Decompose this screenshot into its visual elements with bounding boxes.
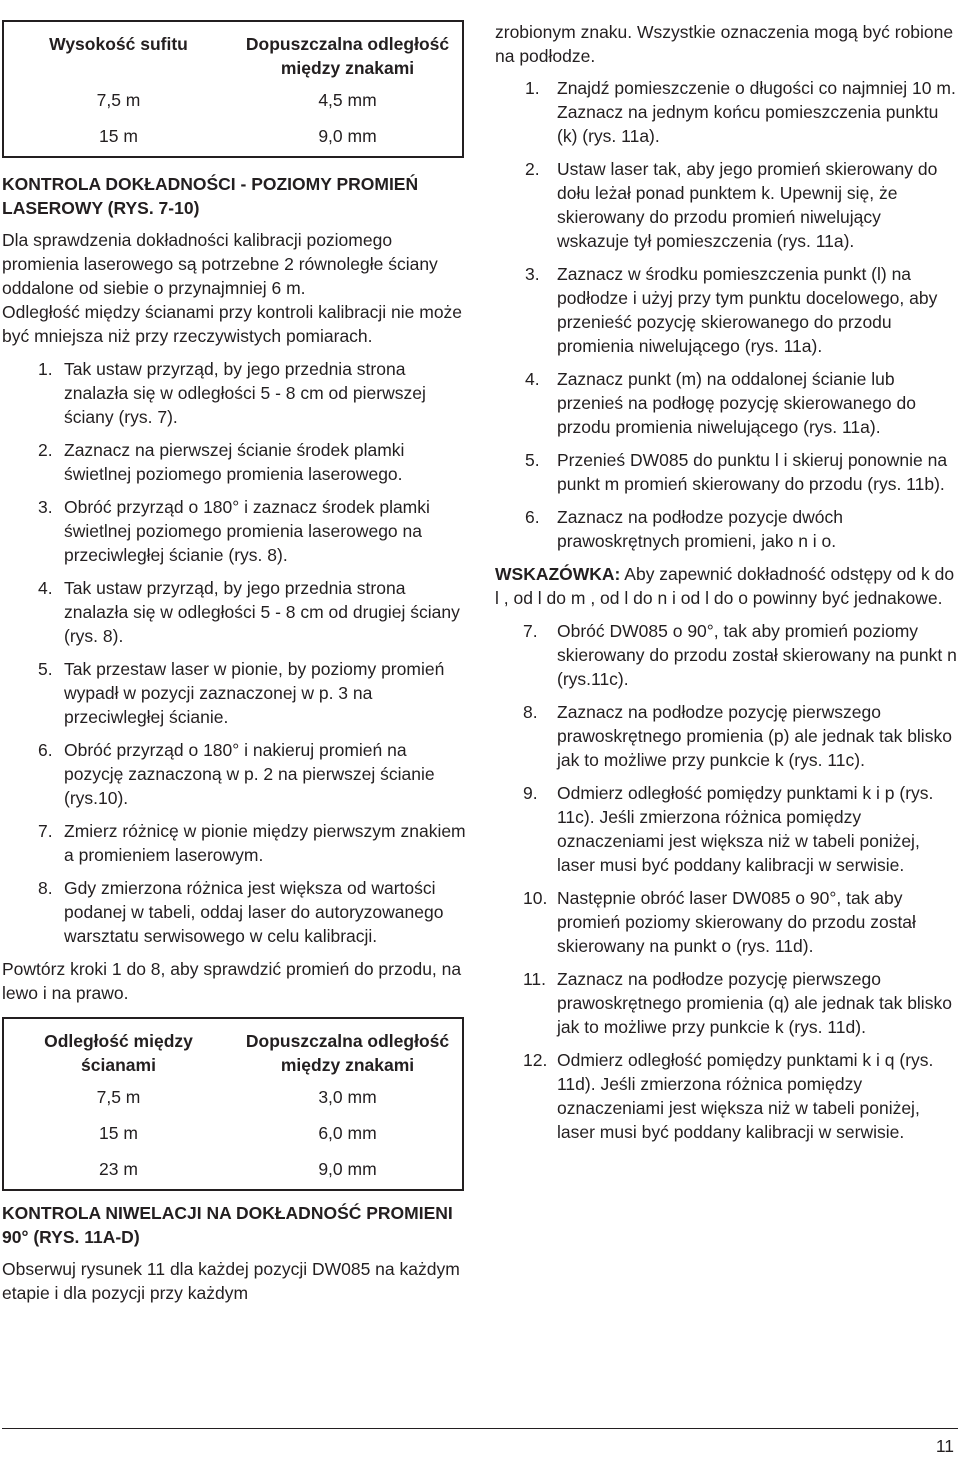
- step-text: Gdy zmierzona różnica jest większa od wartości podanej w tabeli, oddaj laser do autoryzowanego warsztatu serwisowego w celu kalibracji.: [64, 878, 444, 946]
- step-number: 11.: [523, 969, 547, 989]
- list-item: [2, 495, 468, 567]
- list-item: [495, 505, 957, 553]
- table-cell: 15 m: [99, 126, 138, 146]
- list-item: [495, 886, 957, 958]
- table-cell: 7,5 m: [96, 90, 141, 110]
- step-number: 10.: [523, 888, 548, 908]
- section-heading: KONTROLA DOKŁADNOŚCI - POZIOMY PROMIEŃ LASEROWY (RYS. 7-10): [2, 174, 419, 218]
- right-column: [495, 20, 957, 1153]
- step-text: Tak ustaw przyrząd, by jego przednia strona znalazła się w odległości 5 - 8 cm od drugiej ściany (rys. 8).: [64, 578, 460, 646]
- step-number: 5.: [525, 450, 540, 470]
- step-text: Obróć DW085 o 90°, tak aby promień poziomy skierowany do przodu został skierowany na punkt n (rys.11c).: [557, 621, 957, 689]
- step-number: 9.: [523, 783, 538, 803]
- table-cell: 9,0 mm: [318, 126, 377, 146]
- table-header-row: [3, 1018, 463, 1079]
- paragraph: Obserwuj rysunek 11 dla każdej pozycji DW085 na każdym etapie i dla pozycji przy każdym: [2, 1259, 460, 1303]
- step-number: 1.: [38, 359, 53, 379]
- list-item: [495, 1048, 957, 1144]
- step-text: Odmierz odległość pomiędzy punktami k i q (rys. 11d). Jeśli zmierzona różnica pomiędzy oznaczeniami jest większa niż w tabeli poniżej, laser musi być poddany kalibracji w serwisie.: [557, 1050, 934, 1142]
- table-header: Dopuszczalna odległość między znakami: [245, 1031, 450, 1075]
- step-text: Zaznacz punkt (m) na oddalonej ścianie lub przenieś na podłogę pozycję skierowanego do przodu promienia niwelującego (rys. 11a).: [557, 369, 916, 437]
- step-number: 7.: [38, 821, 53, 841]
- note-paragraph: [495, 562, 957, 610]
- table-row: [3, 1151, 463, 1190]
- step-number: 8.: [523, 702, 538, 722]
- step-number: 4.: [525, 369, 540, 389]
- footer-divider: [2, 1428, 958, 1429]
- table-header-row: [3, 21, 463, 82]
- table-row: [3, 1079, 463, 1115]
- list-item: [2, 657, 468, 729]
- niwelacja-steps-b: [495, 619, 957, 1144]
- page-number: 11: [935, 1436, 954, 1456]
- list-item: [495, 700, 957, 772]
- step-text: Zaznacz na podłodze pozycję pierwszego prawoskrętnego promienia (p) ale jednak tak blisko jak to możliwe przy punkcie k (rys. 11c).: [557, 702, 952, 770]
- step-text: Zaznacz na pierwszej ścianie środek plamki świetlnej poziomego promienia laserowego.: [64, 440, 405, 484]
- table-cell: 23 m: [99, 1159, 138, 1179]
- step-number: 2.: [38, 440, 53, 460]
- step-number: 5.: [38, 659, 53, 679]
- list-item: [495, 967, 957, 1039]
- step-number: 7.: [523, 621, 538, 641]
- step-text: Odmierz odległość pomiędzy punktami k i p (rys. 11c). Jeśli zmierzona różnica pomiędzy oznaczeniami jest większa niż w tabeli poniżej, laser musi być poddany kalibracji w serwisie.: [557, 783, 934, 875]
- list-item: [2, 819, 468, 867]
- step-number: 4.: [38, 578, 53, 598]
- note-label: WSKAZÓWKA:: [495, 564, 621, 584]
- list-item: [2, 438, 468, 486]
- paragraph: Odległość między ścianami przy kontroli kalibracji nie może być mniejsza niż przy rzeczywistych pomiarach.: [2, 302, 463, 346]
- paragraph: Powtórz kroki 1 do 8, aby sprawdzić promień do przodu, na lewo i na prawo.: [2, 959, 462, 1003]
- step-number: 3.: [525, 264, 540, 284]
- list-item: [495, 781, 957, 877]
- step-text: Zaznacz na podłodze pozycje dwóch prawoskrętnych promieni, jako n i o.: [557, 507, 844, 551]
- table-row: [3, 1115, 463, 1151]
- step-text: Następnie obróć laser DW085 o 90°, tak aby promień poziomy skierowany do przodu został skierowany na punkt o (rys. 11d).: [557, 888, 916, 956]
- step-text: Tak przestaw laser w pionie, by poziomy promień wypadł w pozycji zaznaczonej w p. 3 na przeciwległej ścianie.: [64, 659, 445, 727]
- ceiling-height-table: [2, 20, 464, 158]
- paragraph: zrobionym znaku. Wszystkie oznaczenia mogą być robione na podłodze.: [495, 22, 954, 66]
- step-text: Zaznacz na podłodze pozycję pierwszego prawoskrętnego promienia (q) ale jednak tak blisko jak to możliwe przy punkcie k (rys. 11d).: [557, 969, 952, 1037]
- step-text: Obróć przyrząd o 180° i zaznacz środek plamki świetlnej poziomego promienia laserowego na przeciwległej ścianie (rys. 8).: [64, 497, 430, 565]
- table-cell: 4,5 mm: [318, 90, 377, 110]
- wall-distance-table: [2, 1017, 464, 1191]
- step-text: Ustaw laser tak, aby jego promień skierowany do dołu leżał ponad punktem k. Upewnij się, że skierowany do przodu promień niwelujący wskazuje tył pomieszczenia (rys. 11a).: [557, 159, 938, 251]
- step-text: Zmierz różnicę w pionie między pierwszym znakiem a promieniem laserowym.: [64, 821, 466, 865]
- section-heading: KONTROLA NIWELACJI NA DOKŁADNOŚĆ PROMIENI 90° (RYS. 11A-D): [2, 1203, 453, 1247]
- table-header: Wysokość sufitu: [49, 34, 188, 54]
- table-row: [3, 118, 463, 157]
- table-cell: 7,5 m: [96, 1087, 141, 1107]
- table-cell: 3,0 mm: [318, 1087, 377, 1107]
- list-item: [495, 619, 957, 691]
- step-number: 2.: [525, 159, 540, 179]
- table-cell: 9,0 mm: [318, 1159, 377, 1179]
- calibration-steps: [2, 357, 468, 948]
- table-row: [3, 82, 463, 118]
- step-number: 6.: [38, 740, 53, 760]
- paragraph: Dla sprawdzenia dokładności kalibracji poziomego promienia laserowego są potrzebne 2 równoległe ściany oddalone od siebie o przynajmniej 6 m.: [2, 230, 438, 298]
- table-header: Odległość między ścianami: [44, 1031, 193, 1075]
- list-item: [2, 738, 468, 810]
- step-number: 6.: [525, 507, 540, 527]
- list-item: [495, 448, 957, 496]
- note-text: Aby zapewnić dokładność odstępy od k do l , od l do m , od l do n i od l do o powinny być jednakowe.: [495, 564, 955, 608]
- step-number: 1.: [525, 78, 540, 98]
- step-text: Tak ustaw przyrząd, by jego przednia strona znalazła się w odległości 5 - 8 cm od pierwszej ściany (rys. 7).: [64, 359, 426, 427]
- step-text: Obróć przyrząd o 180° i nakieruj promień na pozycję zaznaczoną w p. 2 na pierwszej ścianie (rys.10).: [64, 740, 435, 808]
- list-item: [495, 262, 957, 358]
- left-column: [2, 20, 468, 1305]
- step-text: Znajdź pomieszczenie o długości co najmniej 10 m. Zaznacz na jednym końcu pomieszczenia punktu (k) (rys. 11a).: [557, 78, 956, 146]
- step-number: 12.: [523, 1050, 548, 1070]
- table-cell: 6,0 mm: [318, 1123, 377, 1143]
- step-number: 3.: [38, 497, 53, 517]
- list-item: [2, 876, 468, 948]
- list-item: [495, 157, 957, 253]
- list-item: [495, 367, 957, 439]
- step-text: Zaznacz w środku pomieszczenia punkt (l) na podłodze i użyj przy tym punktu docelowego, aby przenieść pozycję skierowanego do przodu promienia niwelującego (rys. 11a).: [557, 264, 938, 356]
- list-item: [495, 76, 957, 148]
- step-text: Przenieś DW085 do punktu l i skieruj ponownie na punkt m promień skierowany do przodu (rys. 11b).: [557, 450, 948, 494]
- table-header: Dopuszczalna odległość między znakami: [245, 34, 450, 78]
- niwelacja-steps-a: [495, 76, 957, 553]
- table-cell: 15 m: [99, 1123, 138, 1143]
- list-item: [2, 576, 468, 648]
- step-number: 8.: [38, 878, 53, 898]
- list-item: [2, 357, 468, 429]
